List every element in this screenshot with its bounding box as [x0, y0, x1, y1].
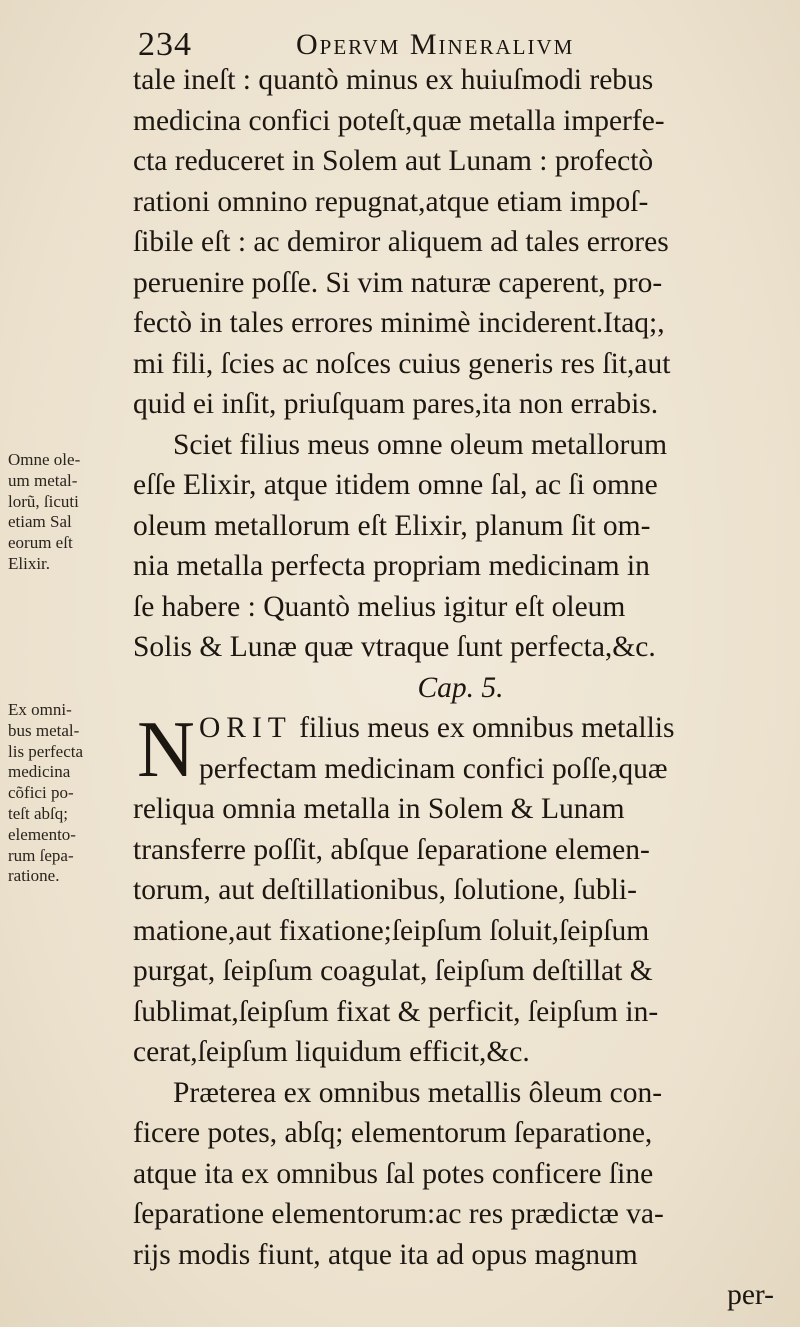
text-line: cerat,ſeipſum liquidum efficit,&c. [133, 1036, 530, 1068]
text-line: rationi omnino repugnat,atque etiam impoſ- [133, 185, 649, 218]
text-line: oleum metallorum eſt Elixir, planum ſit om- [133, 509, 651, 542]
marginal-line: teſt abſq; [8, 803, 68, 823]
text-line: rijs modis fiunt, atque ita ad opus magnum [133, 1238, 638, 1271]
text-line: torum, aut deſtillationibus, ſolutione, ſubli- [133, 874, 637, 906]
text-line: ſeparatione elementorum:ac res prædictæ va- [133, 1198, 664, 1230]
text-line: peruenire poſſe. Si vim naturæ caperent, pro- [133, 266, 663, 299]
paragraph-top [133, 60, 788, 425]
text-line: ſublimat,ſeipſum fixat & perficit, ſeipſum in- [133, 995, 659, 1028]
marginal-line: medicina [8, 762, 71, 782]
marginal-line: eorum eſt [8, 533, 73, 553]
text-line: perfectam medicinam confici poſſe,quæ [199, 752, 668, 785]
chapter-heading: Cap. 5. [417, 671, 504, 704]
running-title: Opervm Mineralivm [296, 28, 575, 61]
marginal-line: lis perfecta [8, 741, 84, 761]
text-line: Solis & Lunæ quæ vtraque ſunt perfecta,&c. [133, 631, 656, 663]
text-line: nia metalla perfecta propriam medicinam in [133, 550, 650, 582]
text-line: matione,aut fixatione;ſeipſum ſoluit,ſeipſum [133, 914, 650, 947]
marginal-note-elixir [8, 450, 126, 575]
text-line: medicina confici poteſt,quæ metalla imperfe- [133, 104, 665, 137]
text-line: fectò in tales errores minimè inciderent.Itaq;, [133, 307, 665, 339]
marginal-line: cõfici po- [8, 783, 74, 803]
page-number: 234 [138, 26, 192, 63]
paragraph-elixir [133, 425, 788, 668]
marginal-line: lorũ, ſicuti [8, 491, 79, 511]
text-line: transferre poſſit, abſque ſeparatione elemen- [133, 833, 650, 866]
marginal-line: elemento- [8, 824, 76, 844]
main-text [133, 60, 788, 1316]
text-line: ſe habere : Quantò melius igitur eſt oleum [133, 590, 626, 623]
catchword: per- [727, 1279, 774, 1311]
text-line [133, 708, 788, 749]
text-line: ſibile eſt : ac demiror aliquem ad tales errores [133, 226, 669, 258]
text-line: Sciet filius meus omne oleum metallorum [173, 428, 668, 461]
marginal-line: um metal- [8, 470, 78, 490]
chapter-paragraph [133, 708, 788, 1073]
text-line: cta reduceret in Solem aut Lunam : profectò [133, 145, 654, 177]
chapter-first-line-rest: filius meus ex omnibus metallis [299, 712, 675, 744]
text-line: ficere potes, abſq; elementorum ſeparatione, [133, 1117, 653, 1149]
marginal-line: bus metal- [8, 720, 80, 740]
marginal-note-medicina [8, 700, 126, 887]
marginal-line: ratione. [8, 866, 60, 886]
text-line: Præterea ex omnibus metallis ôleum con- [173, 1076, 663, 1109]
text-line: eſſe Elixir, atque itidem omne ſal, ac ſi omne [133, 469, 658, 501]
text-line: atque ita ex omnibus ſal potes conficere ſine [133, 1157, 654, 1190]
text-line: purgat, ſeipſum coagulat, ſeipſum deſtillat & [133, 955, 653, 987]
marginal-line: Elixir. [8, 553, 51, 573]
text-line: quid ei inſit, priuſquam pares,ita non errabis. [133, 388, 659, 420]
marginal-line: Ex omni- [8, 700, 72, 719]
chapter-first-word: ORIT [199, 712, 292, 744]
marginal-line: Omne ole- [8, 450, 81, 469]
drop-cap: N [137, 706, 195, 794]
paragraph-praeterea [133, 1073, 788, 1276]
text-line: mi fili, ſcies ac noſces cuius generis res ſit,aut [133, 347, 671, 380]
marginal-line: etiam Sal [8, 512, 72, 532]
text-line: reliqua omnia metalla in Solem & Lunam [133, 793, 625, 825]
marginal-line: rum ſepa- [8, 845, 74, 865]
text-line: tale ineſt : quantò minus ex huiuſmodi rebus [133, 64, 654, 96]
